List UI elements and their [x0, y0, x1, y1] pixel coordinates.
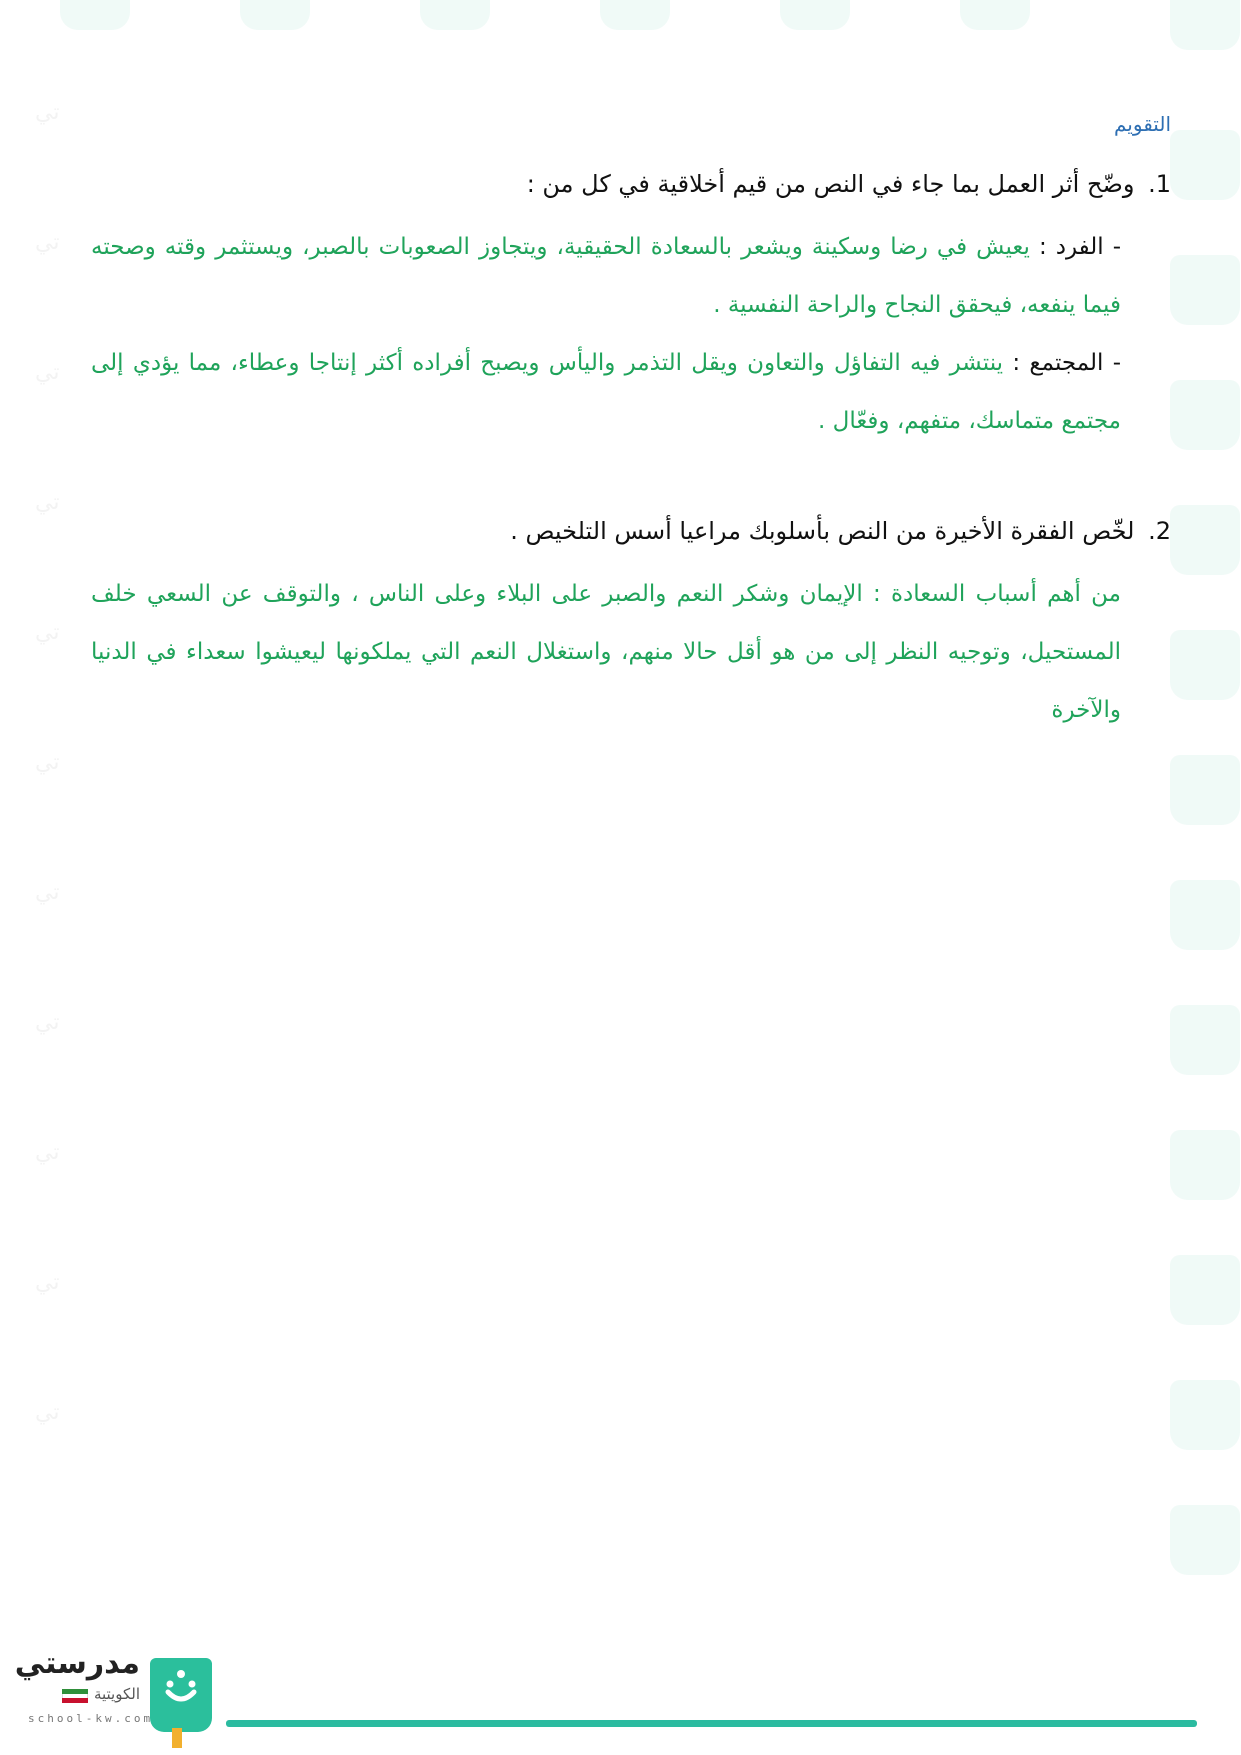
question-number: 2.	[1148, 517, 1171, 545]
bookmark-icon	[172, 1728, 182, 1748]
answer-individual	[91, 218, 1121, 334]
brand-name: مدرستي	[14, 1646, 140, 1681]
question-1	[71, 170, 1171, 198]
brand-subtitle: الكويتية	[93, 1685, 140, 1703]
answer-society	[91, 334, 1121, 450]
answer-text: يعيش في رضا وسكينة ويشعر بالسعادة الحقيقية، ويتجاوز الصعوبات بالصبر، ويستثمر وقته وصحته فيما ينفعه، فيحقق النجاح والراحة النفسية .	[91, 234, 1121, 318]
answer-text: ينتشر فيه التفاؤل والتعاون ويقل التذمر واليأس ويصبح أفراده أكثر إنتاجا وعطاء، مما يؤدي إلى مجتمع متماسك، متفهم، وفعّال .	[91, 350, 1121, 434]
answer-label: - المجتمع :	[1012, 350, 1121, 376]
brand-url: school-kw.com	[28, 1712, 154, 1725]
question-2	[71, 517, 1171, 545]
question-text: وضّح أثر العمل بما جاء في النص من قيم أخلاقية في كل من :	[526, 170, 1135, 198]
answer-summary	[91, 565, 1121, 739]
answer-label: - الفرد :	[1038, 234, 1122, 260]
logo-icon	[150, 1658, 212, 1732]
answer-text: من أهم أسباب السعادة : الإيمان وشكر النعم والصبر على البلاء وعلى الناس ، والتوقف عن السعي خلف المستحيل، وتوجيه النظر إلى من هو أقل حالا منهم، واستغلال النعم التي يملكونها ليعيشوا سعداء في الدنيا والآخرة	[91, 581, 1121, 723]
footer-divider	[226, 1720, 1197, 1727]
section-title: التقويم	[1113, 112, 1171, 136]
kuwait-flag-icon	[62, 1689, 88, 1703]
question-text: لخّص الفقرة الأخيرة من النص بأسلوبك مراعيا أسس التلخيص .	[510, 517, 1135, 545]
question-number: 1.	[1148, 170, 1171, 198]
